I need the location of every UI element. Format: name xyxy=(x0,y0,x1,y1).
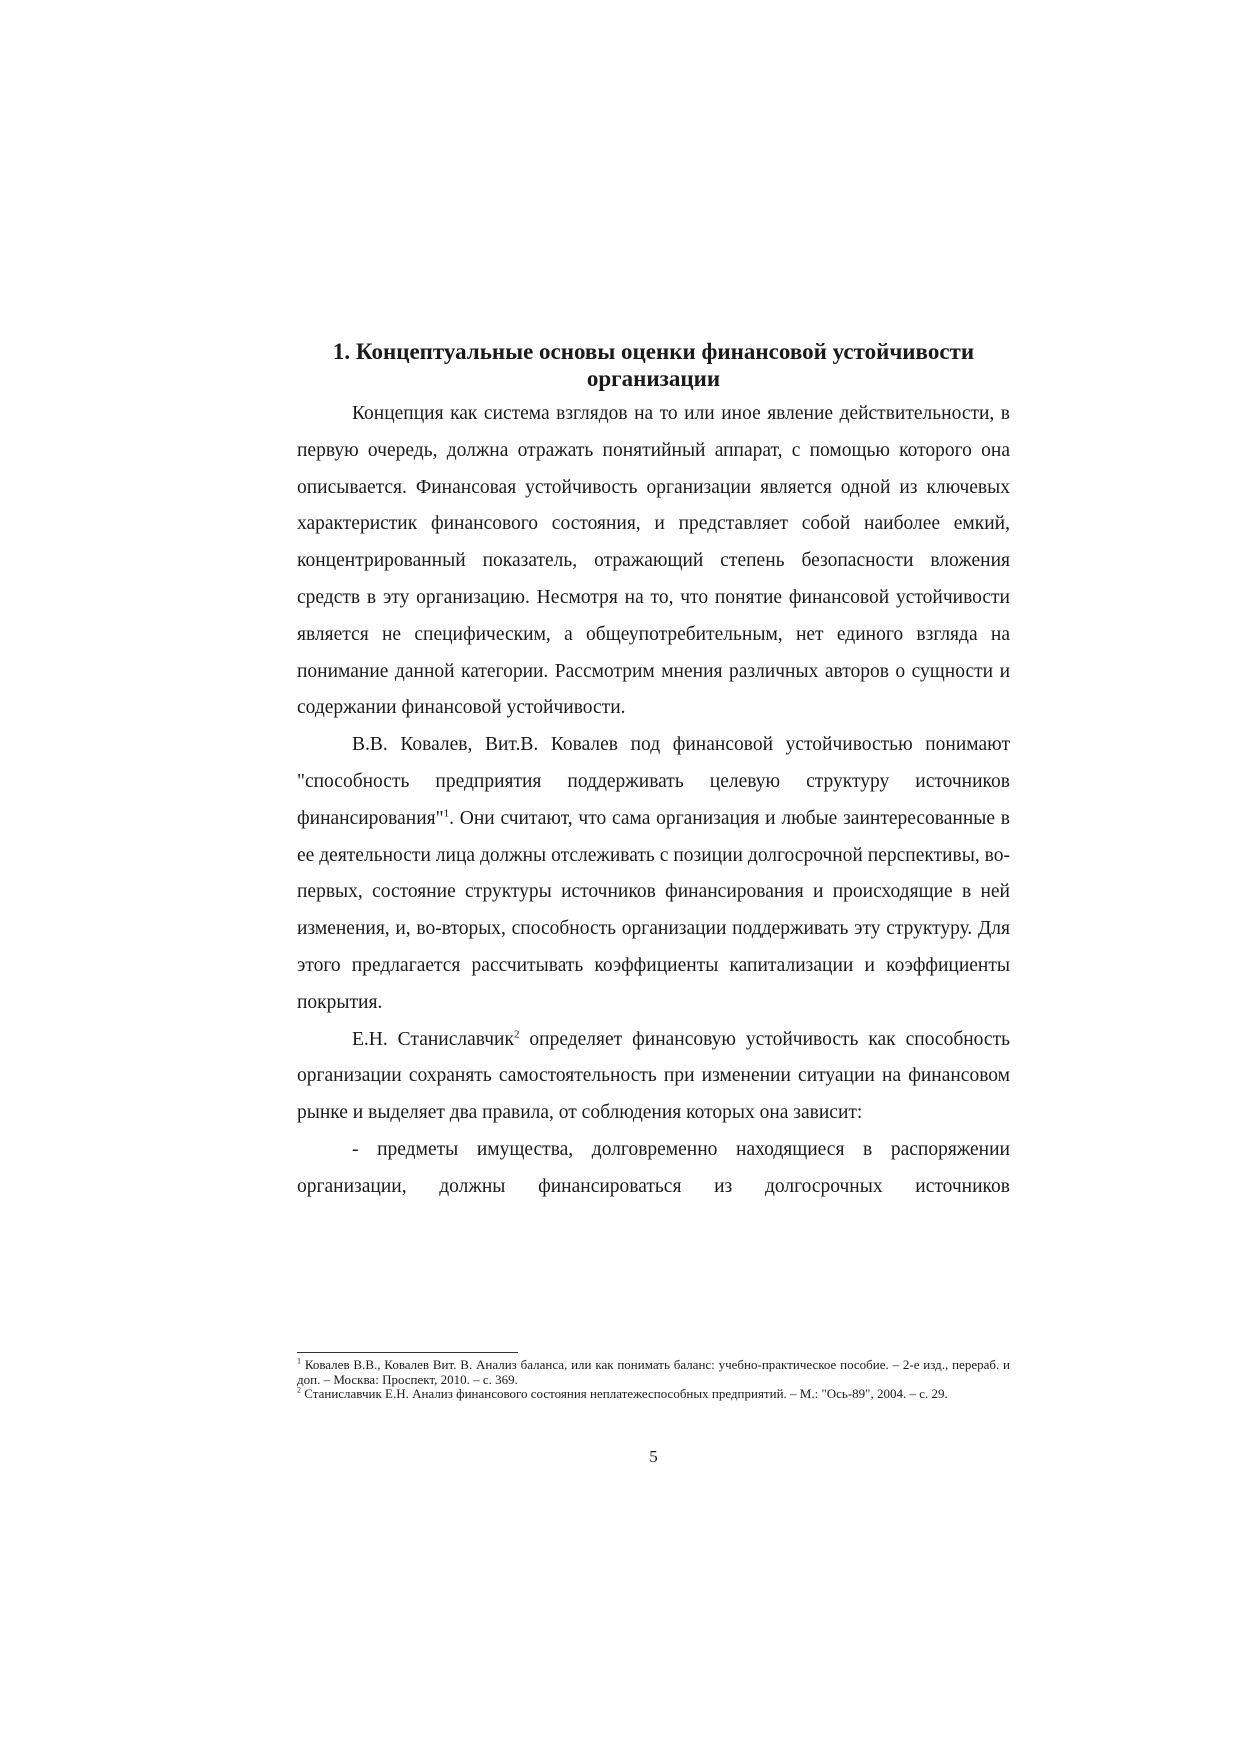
paragraph-text: . Они считают, что сама организация и любые заинтересованные в ее деятельности лица должны отслеживать с позиции долгосрочной перспективы, во-первых, состояние структуры источников финансирования и происходящие в ней изменения, и, во-вторых, способность организации поддерживать эту структуру. Для этого предлагается рассчитывать коэффициенты капитализации и коэффициенты покрытия. xyxy=(297,807,1010,1013)
footnote-number: 2 xyxy=(297,1385,301,1395)
footnote-text: Ковалев В.В., Ковалев Вит. В. Анализ баланса, или как понимать баланс: учебно-практическое пособие. – 2-е изд., перераб. и доп. – Москва: Проспект, 2010. – с. 369. xyxy=(297,1357,1010,1387)
paragraph-text: определяет финансовую устойчивость как способность организации сохранять самостоятельность при изменении ситуации на финансовом рынке и выделяет два правила, от соблюдения которых она зависит: xyxy=(297,1028,1010,1124)
page-number: 5 xyxy=(649,1447,658,1466)
footnote-item xyxy=(297,1358,1010,1387)
paragraph-stanislavchik xyxy=(297,1022,1010,1132)
footnotes xyxy=(297,1358,1010,1402)
footnote-text: Станиславчик Е.Н. Анализ финансового состояния неплатежеспособных предприятий. – М.: "Ось-89", 2004. – с. 29. xyxy=(301,1386,948,1402)
footnote-separator xyxy=(297,1352,518,1353)
paragraph-concept: Концепция как система взглядов на то или иное явление действительности, в первую очередь, должна отражать понятийный аппарат, с помощью которого она описывается. Финансовая устойчивость организации является одной из ключевых характеристик финансового состояния, и представляет собой наиболее емкий, концентрированный показатель, отражающий степень безопасности вложения средств в эту организацию. Несмотря на то, что понятие финансовой устойчивости является не специфическим, а общеупотребительным, нет единого взгляда на понимание данной категории. Рассмотрим мнения различных авторов о сущности и содержании финансовой устойчивости. xyxy=(297,403,1010,719)
footnote-number: 1 xyxy=(297,1356,301,1366)
footnote-ref: 2 xyxy=(513,1028,520,1041)
page-body xyxy=(297,338,1010,1206)
footnote-ref: 1 xyxy=(443,807,450,820)
paragraph-rule-one: - предметы имущества, долговременно находящиеся в распоряжении организации, должны финансироваться из долгосрочных источников xyxy=(297,1138,1010,1197)
paragraph-text: В.В. Ковалев, Вит.В. Ковалев под финансовой устойчивостью понимают "способность предприятия поддерживать целевую структуру источников финансирования" xyxy=(297,734,1010,829)
paragraph-kovalev xyxy=(297,727,1010,1021)
section-title: 1. Концептуальные основы оценки финансовой устойчивости организации xyxy=(332,339,975,391)
paragraph-text: Е.Н. Станиславчик xyxy=(352,1028,514,1050)
footnote-item xyxy=(297,1387,1010,1402)
